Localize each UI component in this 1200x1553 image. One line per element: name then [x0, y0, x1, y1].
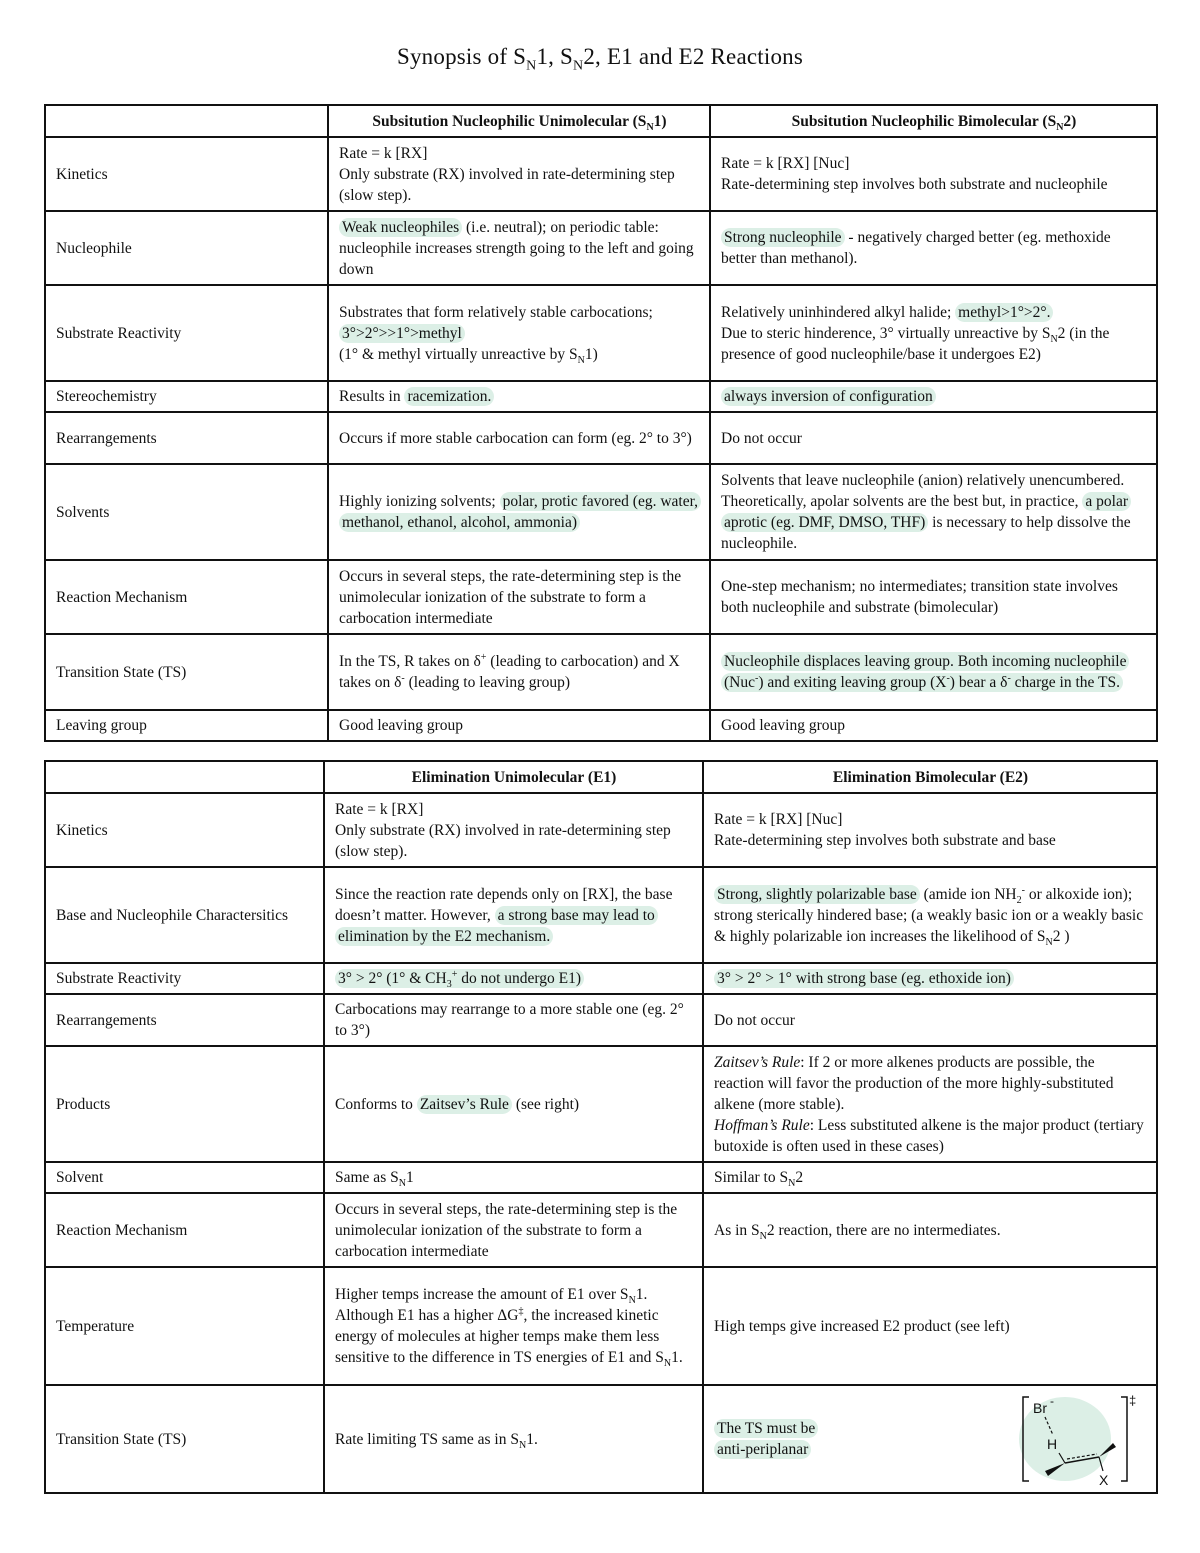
table-row	[45, 464, 1157, 560]
sn2-cell: One-step mechanism; no intermediates; transition state involves both nucleophile and substrate (bimolecular)	[710, 560, 1157, 634]
sn1-cell: In the TS, R takes on δ+ (leading to carbocation) and X takes on δ- (leading to leaving group)	[328, 634, 710, 710]
table-row	[45, 793, 1157, 867]
table-row	[45, 381, 1157, 412]
row-label: Substrate Reactivity	[45, 963, 324, 994]
highlight: Nucleophile displaces leaving group. Both incoming nucleophile (Nuc-) and exiting leaving group (X-) bear a δ- charge in the TS.	[721, 652, 1129, 692]
e2-cell: Rate = k [RX] [Nuc] Rate-determining step involves both substrate and base	[703, 793, 1157, 867]
sn1-cell: Highly ionizing solvents; polar, protic favored (eg. water, methanol, ethanol, alcohol, ammonia)	[328, 464, 710, 560]
e2-cell	[703, 1385, 1157, 1493]
row-label: Base and Nucleophile Charactersitics	[45, 867, 324, 963]
sn2-cell: Strong nucleophile - negatively charged better (eg. methoxide better than methanol).	[710, 211, 1157, 285]
dagger-label: ‡	[1129, 1393, 1137, 1408]
table-row	[45, 1046, 1157, 1162]
row-label: Transition State (TS)	[45, 1385, 324, 1493]
sn1-cell: Substrates that form relatively stable carbocations; 3°>2°>>1°>methyl (1° & methyl virtually unreactive by $S_N1$)	[328, 285, 710, 381]
sn2-cell: Relatively uninhindered alkyl halide; methyl>1°>2°. Due to steric hinderence, 3° virtually unreactive by $S_N2$ (in the presence of good nucleophile/base it undergoes E2)	[710, 285, 1157, 381]
row-label: Kinetics	[45, 793, 324, 867]
sn2-header: Subsitution Nucleophilic Bimolecular $(S_N2)$	[710, 105, 1157, 137]
e2-cell: High temps give increased E2 product (see left)	[703, 1267, 1157, 1385]
highlight: always inversion of configuration	[721, 387, 936, 406]
e2-cell: Similar to $S_N2$	[703, 1162, 1157, 1193]
e2-header: Elimination Bimolecular (E2)	[703, 761, 1157, 793]
highlight: Strong nucleophile	[721, 228, 845, 247]
sn-comparison-table	[44, 104, 1158, 742]
row-label: Transition State (TS)	[45, 634, 328, 710]
header-row	[45, 105, 1157, 137]
row-label: Solvent	[45, 1162, 324, 1193]
e1-cell: Since the reaction rate depends only on [RX], the base doesn’t matter. However, a strong base may lead to elimination by the E2 mechanism.	[324, 867, 703, 963]
highlight: 3° > 2° > 1° with strong base (eg. ethoxide ion)	[714, 969, 1014, 988]
sn1-cell: Good leaving group	[328, 710, 710, 741]
table-row	[45, 285, 1157, 381]
table-row	[45, 560, 1157, 634]
highlight: racemization.	[404, 387, 494, 406]
table-row	[45, 994, 1157, 1046]
e-comparison-table	[44, 760, 1158, 1494]
table-row	[45, 137, 1157, 211]
header-empty-cell	[45, 761, 324, 793]
table-row	[45, 412, 1157, 464]
e1-cell: Carbocations may rearrange to a more stable one (eg. 2° to 3°)	[324, 994, 703, 1046]
e1-header: Elimination Unimolecular (E1)	[324, 761, 703, 793]
table-row	[45, 634, 1157, 710]
h-label: H	[1047, 1436, 1058, 1452]
sn2-cell: Good leaving group	[710, 710, 1157, 741]
ts-note	[714, 1418, 818, 1460]
row-label: Reaction Mechanism	[45, 1193, 324, 1267]
sn2-cell	[710, 634, 1157, 710]
highlight: Strong, slightly polarizable base	[714, 885, 920, 904]
sn1-cell: Occurs in several steps, the rate-determining step is the unimolecular ionization of the substrate to form a carbocation intermediate	[328, 560, 710, 634]
table-row	[45, 867, 1157, 963]
highlight: 3° > 2° (1° & $CH_3^+$ do not undergo E1)	[335, 969, 584, 988]
header-row	[45, 761, 1157, 793]
highlight: Weak nucleophiles	[339, 218, 462, 237]
e2-cell: Zaitsev’s Rule: If 2 or more alkenes products are possible, the reaction will favor the production of the more highly-substituted alkene (more stable). Hoffman’s Rule: Less substituted alkene is the major product (tertiary butoxide is often used in these cases)	[703, 1046, 1157, 1162]
table-row	[45, 1162, 1157, 1193]
row-label: Rearrangements	[45, 994, 324, 1046]
br-label: Br	[1033, 1400, 1047, 1416]
sn1-cell: Occurs if more stable carbocation can form (eg. 2° to 3°)	[328, 412, 710, 464]
row-label: Kinetics	[45, 137, 328, 211]
header-empty-cell	[45, 105, 328, 137]
highlight: polar, protic favored (eg. water, methanol, ethanol, alcohol, ammonia)	[339, 492, 701, 532]
highlight: Zaitsev’s Rule	[417, 1095, 512, 1114]
row-label: Stereochemistry	[45, 381, 328, 412]
row-label: Leaving group	[45, 710, 328, 741]
highlight: The TS must be	[714, 1419, 818, 1438]
row-label: Rearrangements	[45, 412, 328, 464]
sn1-cell: Rate = k [RX] Only substrate (RX) involved in rate-determining step (slow step).	[328, 137, 710, 211]
table-row	[45, 1385, 1157, 1493]
page-title: Synopsis of $S_N1$, $S_N2$, E1 and E2 Reactions	[396, 44, 803, 74]
right-bracket	[1121, 1397, 1127, 1481]
highlight: anti-periplanar	[714, 1440, 811, 1459]
anti-periplanar-ts-diagram	[1015, 1391, 1145, 1487]
e2-cell	[703, 963, 1157, 994]
sn1-cell: Weak nucleophiles (i.e. neutral); on periodic table: nucleophile increases strength going to the left and going down	[328, 211, 710, 285]
x-label: X	[1099, 1472, 1109, 1487]
e1-cell: Rate = k [RX] Only substrate (RX) involved in rate-determining step (slow step).	[324, 793, 703, 867]
highlight: 3°>2°>>1°>methyl	[339, 324, 465, 343]
row-label: Reaction Mechanism	[45, 560, 328, 634]
table-row	[45, 710, 1157, 741]
e2-cell: As in $S_N2$ reaction, there are no intermediates.	[703, 1193, 1157, 1267]
br-charge: -	[1050, 1394, 1054, 1408]
e1-cell: Rate limiting TS same as in $S_N1$.	[324, 1385, 703, 1493]
sn2-cell: Solvents that leave nucleophile (anion) relatively unencumbered. Theoretically, apolar solvents are the best but, in practice, a polar aprotic (eg. DMF, DMSO, THF) is necessary to help dissolve the nucleophile.	[710, 464, 1157, 560]
e1-cell: Occurs in several steps, the rate-determining step is the unimolecular ionization of the substrate to form a carbocation intermediate	[324, 1193, 703, 1267]
table-row	[45, 1267, 1157, 1385]
highlight: a strong base may lead to elimination by the E2 mechanism.	[335, 906, 658, 946]
highlight: a polar aprotic (eg. DMF, DMSO, THF)	[721, 492, 1131, 532]
highlight: methyl>1°>2°.	[955, 303, 1053, 322]
row-label: Products	[45, 1046, 324, 1162]
sn2-cell: Do not occur	[710, 412, 1157, 464]
e1-cell: Conforms to Zaitsev’s Rule (see right)	[324, 1046, 703, 1162]
e2-cell: Do not occur	[703, 994, 1157, 1046]
row-label: Nucleophile	[45, 211, 328, 285]
table-row	[45, 1193, 1157, 1267]
e2-cell: Strong, slightly polarizable base (amide ion $NH_2^-$ or alkoxide ion); strong sterically hindered base; (a weakly basic ion or a weakly basic & highly polarizable ion increases the likelihood of $S_N2$ )	[703, 867, 1157, 963]
sn2-cell: Rate = k [RX] [Nuc] Rate-determining step involves both substrate and nucleophile	[710, 137, 1157, 211]
table-row	[45, 211, 1157, 285]
row-label: Solvents	[45, 464, 328, 560]
sn1-header: Subsitution Nucleophilic Unimolecular $(S_N1)$	[328, 105, 710, 137]
sn2-cell	[710, 381, 1157, 412]
row-label: Substrate Reactivity	[45, 285, 328, 381]
table-row	[45, 963, 1157, 994]
e1-cell: Same as $S_N1$	[324, 1162, 703, 1193]
e1-cell	[324, 963, 703, 994]
sn1-cell: Results in racemization.	[328, 381, 710, 412]
e1-cell: Higher temps increase the amount of E1 over $S_N1$. Although E1 has a higher ΔG‡, the increased kinetic energy of molecules at higher temps make them less sensitive to the difference in TS energies of E1 and $S_N1$.	[324, 1267, 703, 1385]
row-label: Temperature	[45, 1267, 324, 1385]
